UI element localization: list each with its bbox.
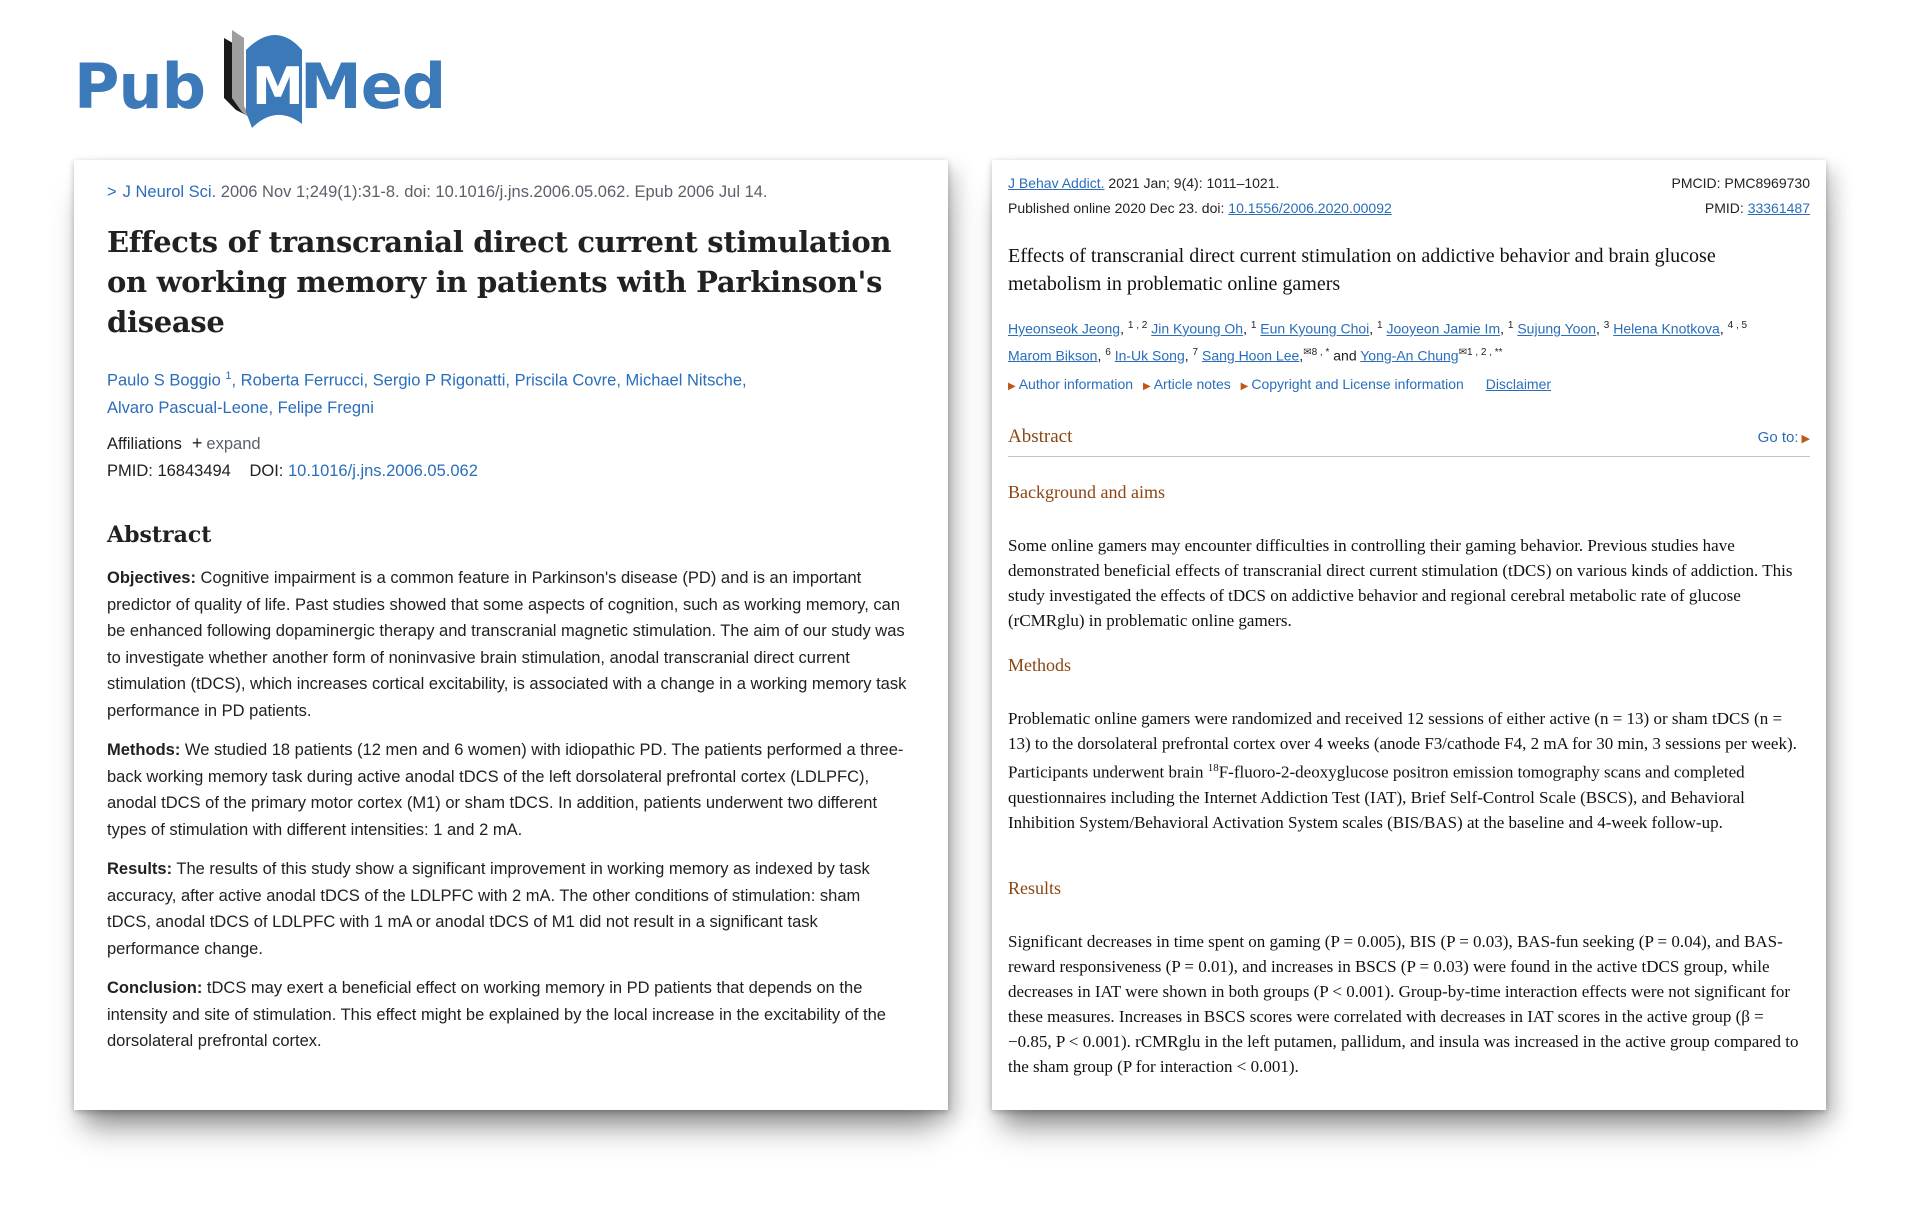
abstract-heading: Abstract	[1008, 426, 1073, 447]
affiliation-ref[interactable]: 3	[1603, 320, 1610, 331]
author-link[interactable]: Helena Knotkova	[1613, 320, 1720, 337]
author-link[interactable]: Felipe Fregni	[277, 398, 374, 417]
abstract-conclusion	[107, 975, 907, 1055]
and-label: and	[1329, 347, 1361, 364]
author-link[interactable]: Hyeonseok Jeong	[1008, 320, 1121, 337]
section-label: Objectives:	[107, 569, 196, 587]
journal-link[interactable]: J Behav Addict.	[1008, 175, 1105, 191]
open-book-icon	[196, 24, 306, 134]
citation-line	[107, 183, 768, 202]
svg-text:M: M	[252, 57, 304, 117]
separator: ,	[1243, 320, 1251, 337]
author-link[interactable]: Roberta Ferrucci	[240, 371, 364, 390]
author-link[interactable]: Jooyeon Jamie Im	[1386, 320, 1501, 337]
link-label: Author information	[1018, 376, 1134, 392]
section-background	[1008, 482, 1808, 633]
separator: ,	[1369, 320, 1378, 337]
pmc-article-card	[992, 160, 1826, 1110]
separator: ,	[1500, 320, 1508, 337]
separator: ,	[1595, 320, 1604, 337]
pmid-link[interactable]: 33361487	[1747, 200, 1810, 216]
triangle-right-icon: ▶	[1801, 433, 1810, 445]
abstract-body	[107, 565, 907, 1068]
doi-link[interactable]: 10.1016/j.jns.2006.05.062	[287, 462, 478, 480]
author-link[interactable]: Marom Bikson	[1008, 347, 1098, 364]
pubmed-article-card	[74, 160, 948, 1110]
author-link[interactable]: Paulo S Boggio	[107, 371, 221, 390]
text-part: Problematic online gamers were randomized and received 12 sessions of either active (n = 13) or sham tDCS (n = 13) to the dorsolateral prefrontal cortex over 4 weeks (anode F3/cathode F4, 2 mA for 30 min, 3 sessions per week). Participants underwent brain	[1008, 709, 1797, 782]
triangle-right-icon: ▶	[1008, 381, 1016, 392]
doi-label: DOI:	[249, 462, 284, 480]
author-link[interactable]: Priscila Covre	[514, 371, 617, 390]
article-title: Effects of transcranial direct current stimulation on working memory in patients with Parkinson's disease	[107, 225, 892, 339]
link-label: Copyright and License information	[1251, 376, 1464, 392]
copyright-toggle[interactable]	[1241, 376, 1464, 392]
section-text: Cognitive impairment is a common feature in Parkinson's disease (PD) and is an important predictor of quality of life. Past studies showed that some aspects of cognition, such as working memory, can be enhanced following dopaminergic therapy and transcranial magnetic stimulation. The aim of our study was to investigate whether another form of noninvasive brain stimulation, anodal transcranial direct current stimulation (tDCS), which increases cortical excitability, is associated with a change in a working memory task performance in PD patients.	[107, 569, 907, 720]
section-text: We studied 18 patients (12 men and 6 women) with idiopathic PD. The patients performed a three-back working memory task during active anodal tDCS of the left dorsolateral prefrontal cortex (LDLPFC), anodal tDCS of the primary motor cortex (M1) or sham tDCS. In addition, patients underwent two different types of stimulation with different intensities: 1 and 2 mA.	[107, 741, 904, 839]
triangle-right-icon: ▶	[1143, 381, 1151, 392]
affiliation-ref[interactable]: 1 , 2	[1127, 320, 1148, 331]
isotope-sup: 18	[1207, 762, 1219, 774]
author-link[interactable]: Alvaro Pascual-Leone	[107, 398, 269, 417]
link-label: Article notes	[1153, 376, 1231, 392]
affiliation-ref[interactable]: 1	[1507, 320, 1514, 331]
identifiers-row	[107, 462, 478, 481]
pmid-value: 16843494	[157, 462, 231, 480]
author-information-toggle[interactable]	[1008, 376, 1133, 392]
separator: ,	[1184, 347, 1193, 364]
separator: ,	[1097, 347, 1106, 364]
author-link[interactable]: Sergio P Rigonatti	[372, 371, 506, 390]
section-text	[1008, 706, 1808, 835]
abstract-methods	[107, 737, 907, 843]
plus-icon[interactable]: +	[191, 433, 203, 453]
affiliation-ref[interactable]: ✉1 , 2 , **	[1458, 346, 1503, 358]
author-link[interactable]: Michael Nitsche	[625, 371, 742, 390]
triangle-right-icon: ▶	[1240, 381, 1249, 392]
section-label: Conclusion:	[107, 979, 203, 997]
logo-text-ed: Med	[300, 50, 446, 123]
journal-link[interactable]: J Neurol Sci.	[122, 183, 217, 201]
logo-text-pub: Pub	[74, 50, 205, 123]
section-results	[1008, 878, 1808, 1079]
author-link[interactable]: In-Uk Song	[1114, 347, 1185, 364]
pmcid: PMCID: PMC8969730	[1671, 175, 1810, 191]
doi-link[interactable]: 10.1556/2006.2020.00092	[1228, 200, 1392, 216]
affiliation-ref[interactable]: 6	[1105, 346, 1111, 358]
affiliations-row	[107, 433, 261, 454]
section-heading: Methods	[1008, 655, 1071, 675]
affiliation-ref[interactable]: 7	[1192, 346, 1199, 358]
goto-label: Go to:	[1757, 429, 1799, 446]
abstract-objectives	[107, 565, 907, 724]
author-link[interactable]: Yong-An Chung	[1360, 347, 1459, 364]
author-link[interactable]: Sujung Yoon	[1517, 320, 1596, 337]
pmid-label: PMID:	[1704, 200, 1748, 216]
author-list	[1008, 314, 1808, 367]
affiliation-ref[interactable]: ✉8 , *	[1303, 346, 1330, 358]
section-heading: Background and aims	[1008, 482, 1165, 502]
separator: ,	[1299, 347, 1304, 364]
section-text: tDCS may exert a beneficial effect on working memory in PD patients that depends on the intensity and site of stimulation. This effect might be explained by the local increase in the excitability of the dorsolateral prefrontal cortex.	[107, 979, 886, 1050]
affiliation-ref[interactable]: 1	[225, 370, 232, 382]
published-line	[1008, 200, 1392, 216]
published-label: Published online 2020 Dec 23. doi:	[1008, 200, 1229, 216]
author-link[interactable]: Eun Kyoung Choi	[1260, 320, 1370, 337]
article-notes-toggle[interactable]	[1143, 376, 1231, 392]
author-link[interactable]: Jin Kyoung Oh	[1151, 320, 1244, 337]
section-methods	[1008, 655, 1808, 835]
journal-line	[1008, 175, 1279, 191]
journal-details: 2021 Jan; 9(4): 1011–1021.	[1104, 175, 1280, 191]
abstract-header	[1008, 426, 1810, 457]
expand-button[interactable]: expand	[206, 435, 261, 453]
citation-details: 2006 Nov 1;249(1):31-8. doi: 10.1016/j.jns.2006.05.062. Epub 2006 Jul 14.	[220, 183, 768, 201]
section-text: Significant decreases in time spent on gaming (P = 0.005), BIS (P = 0.03), BAS-fun seeking (P = 0.04), and BAS-reward responsiveness (P = 0.01), and increases in BSCS (P = 0.03) were found in the active tDCS group, while decreases in IAT were shown in both groups (P < 0.001). Group-by-time interaction effects were not significant for these measures. Increases in BSCS scores were correlated with decreases in IAT scores in the active group (β = −0.85, P < 0.001). rCMRglu in the left putamen, pallidum, and insula was increased in the active group compared to the sham group (P for interaction < 0.001).	[1008, 932, 1799, 1076]
disclaimer-link[interactable]: Disclaimer	[1485, 376, 1552, 392]
pmid-line	[1705, 200, 1810, 216]
affiliation-ref[interactable]: 4 , 5	[1727, 320, 1748, 331]
affiliation-ref[interactable]: 1	[1377, 320, 1383, 331]
affiliation-ref[interactable]: 1	[1250, 320, 1257, 331]
text-part: F-fluoro-2-deoxyglucose positron emission tomography scans and completed questionnaires including the Internet Addiction Test (IAT), Brief Self-Control Scale (BSCS), and Behavioral Inhibition System/Behavioral Activation System scales (BIS/BAS) at the baseline and 4-week follow-up.	[1008, 762, 1745, 832]
section-label: Methods:	[107, 741, 181, 759]
section-label: Results:	[107, 860, 173, 878]
section-text: The results of this study show a significant improvement in working memory as indexed by task accuracy, after active anodal tDCS of the LDLPFC with 2 mA. The other conditions of stimulation: sham tDCS, anodal tDCS of LDLPFC with 1 mA or anodal tDCS of M1 did not result in a significant task performance change.	[107, 860, 870, 958]
affiliations-label: Affiliations	[107, 435, 182, 453]
abstract-heading: Abstract	[107, 522, 212, 548]
goto-button[interactable]	[1758, 429, 1810, 446]
article-title: Effects of transcranial direct current stimulation on addictive behavior and brain glucose metabolism in problematic online gamers	[1008, 245, 1716, 295]
separator: ,	[1719, 320, 1728, 337]
section-text: Some online gamers may encounter difficulties in controlling their gaming behavior. Previous studies have demonstrated beneficial effects of transcranial direct current stimulation (tDCS) on various kinds of addiction. This study investigated the effects of tDCS on addictive behavior and regional cerebral metabolic rate of glucose (rCMRglu) in problematic online gamers.	[1008, 536, 1793, 630]
abstract-results	[107, 856, 907, 962]
pubmed-logo	[74, 24, 446, 134]
author-list: Paulo S Boggio $^1$, Roberta Ferrucci, Sergio P Rigonatti, Priscila Covre, Michael Nitsche, Alvaro Pascual-Leone, Felipe Fregni	[107, 370, 747, 417]
chevron-right-icon[interactable]: >	[107, 183, 117, 201]
separator: ,	[1120, 320, 1128, 337]
article-info-links	[1008, 376, 1551, 392]
section-heading: Results	[1008, 878, 1062, 898]
author-link[interactable]: Sang Hoon Lee	[1201, 347, 1300, 364]
pmid-label: PMID:	[107, 462, 153, 480]
